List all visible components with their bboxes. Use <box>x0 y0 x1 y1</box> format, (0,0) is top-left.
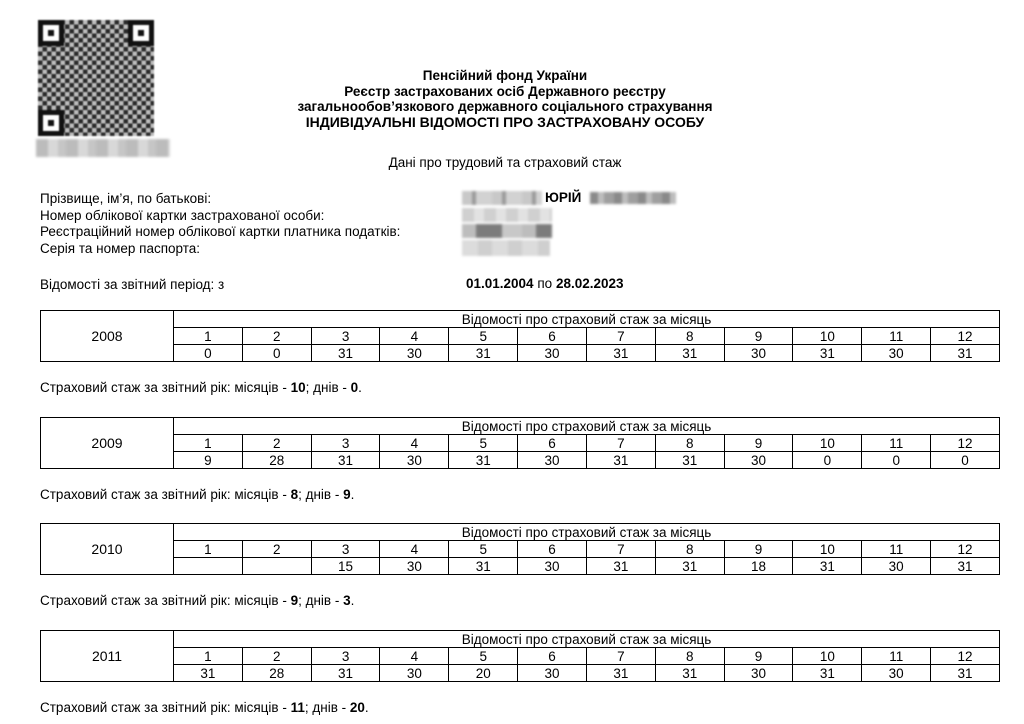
summary-days-total: 3 <box>343 593 351 608</box>
month-header: 4 <box>380 541 449 558</box>
month-days-value: 31 <box>586 452 655 469</box>
month-days-value: 31 <box>311 345 380 362</box>
month-header: 6 <box>518 328 587 345</box>
document-header <box>180 68 830 130</box>
month-days-value: 0 <box>862 452 931 469</box>
person-info-labels <box>40 191 400 257</box>
month-days-value: 31 <box>793 665 862 682</box>
month-days-value: 28 <box>242 452 311 469</box>
passport-label: Серія та номер паспорта: <box>40 240 201 256</box>
month-header: 7 <box>586 435 655 452</box>
year-table-2010 <box>40 523 1000 575</box>
month-days-value: 28 <box>242 665 311 682</box>
month-days-value: 31 <box>311 665 380 682</box>
summary-days-word: ; днів - <box>298 487 344 502</box>
summary-end: . <box>364 700 369 715</box>
month-header: 10 <box>793 435 862 452</box>
month-days-value: 18 <box>724 558 793 575</box>
first-name-value: ЮРІЙ <box>545 190 582 205</box>
year-cell: 2008 <box>41 311 174 362</box>
qr-code <box>38 20 154 136</box>
month-days-value: 0 <box>174 345 243 362</box>
summary-end: . <box>350 487 355 502</box>
month-days-value: 30 <box>380 345 449 362</box>
month-header: 12 <box>931 435 1000 452</box>
year-summary-2010 <box>40 593 354 608</box>
summary-prefix: Страховий стаж за звітний рік: місяців - <box>40 700 291 715</box>
period-to-word: по <box>537 276 553 291</box>
month-days-value: 0 <box>931 452 1000 469</box>
month-header: 1 <box>174 328 243 345</box>
summary-days-total: 20 <box>349 700 365 715</box>
summary-days-total: 0 <box>350 380 359 395</box>
month-days-value: 30 <box>518 345 587 362</box>
month-header: 5 <box>449 328 518 345</box>
table-caption: Відомості про страховий стаж за місяць <box>174 631 1000 648</box>
month-days-value: 30 <box>380 452 449 469</box>
summary-days-word: ; днів - <box>305 380 351 395</box>
month-header: 4 <box>380 328 449 345</box>
month-days-value: 30 <box>862 665 931 682</box>
month-header: 10 <box>793 541 862 558</box>
summary-end: . <box>358 380 362 395</box>
month-days-value: 31 <box>655 665 724 682</box>
month-days-value: 31 <box>449 558 518 575</box>
month-days-value: 30 <box>724 665 793 682</box>
year-summary-2009 <box>40 487 354 502</box>
month-days-value: 31 <box>586 345 655 362</box>
header-line-1: Пенсійний фонд України <box>422 68 588 83</box>
month-days-value: 30 <box>724 345 793 362</box>
month-days-value: 30 <box>862 345 931 362</box>
month-header: 8 <box>655 435 724 452</box>
month-header: 9 <box>724 541 793 558</box>
document-title: ІНДИВІДУАЛЬНІ ВІДОМОСТІ ПРО ЗАСТРАХОВАНУ ОСОБУ <box>305 113 705 130</box>
name-label: Прізвище, ім’я, по батькові: <box>40 191 212 206</box>
month-header: 11 <box>862 328 931 345</box>
month-days-value: 30 <box>380 558 449 575</box>
month-header: 10 <box>793 648 862 665</box>
month-days-value <box>242 558 311 575</box>
month-header: 11 <box>862 435 931 452</box>
month-header: 4 <box>380 648 449 665</box>
month-header: 8 <box>655 648 724 665</box>
table-caption: Відомості про страховий стаж за місяць <box>174 311 1000 328</box>
month-header: 2 <box>242 541 311 558</box>
month-header: 4 <box>380 435 449 452</box>
month-days-value: 31 <box>931 665 1000 682</box>
month-days-value: 30 <box>518 558 587 575</box>
month-header: 12 <box>931 541 1000 558</box>
period-label: Відомості за звітний період: з <box>40 277 225 292</box>
table-caption: Відомості про страховий стаж за місяць <box>174 418 1000 435</box>
month-header: 3 <box>311 435 380 452</box>
month-header: 11 <box>862 541 931 558</box>
document-subtitle: Дані про трудовий та страховий стаж <box>388 155 622 170</box>
month-header: 7 <box>586 328 655 345</box>
month-header: 5 <box>449 435 518 452</box>
patronymic-redacted <box>590 192 676 204</box>
month-header: 11 <box>862 648 931 665</box>
year-cell: 2010 <box>41 524 174 575</box>
month-header: 9 <box>724 648 793 665</box>
summary-days-word: ; днів - <box>298 593 344 608</box>
month-header: 2 <box>242 328 311 345</box>
table-caption: Відомості про страховий стаж за місяць <box>174 524 1000 541</box>
summary-days-total: 9 <box>343 487 351 502</box>
month-days-value: 30 <box>724 452 793 469</box>
summary-end: . <box>350 593 355 608</box>
month-header: 7 <box>586 648 655 665</box>
month-days-value: 15 <box>311 558 380 575</box>
summary-months-total: 11 <box>290 700 305 715</box>
year-cell: 2009 <box>41 418 174 469</box>
month-header: 10 <box>793 328 862 345</box>
card-number-redacted <box>462 208 552 222</box>
month-days-value: 31 <box>655 452 724 469</box>
month-header: 3 <box>311 541 380 558</box>
year-table-2008 <box>40 310 1000 362</box>
month-days-value: 31 <box>586 558 655 575</box>
month-header: 1 <box>174 648 243 665</box>
surname-redacted <box>462 191 542 205</box>
passport-redacted <box>462 240 550 256</box>
header-line-3: загальнообов’язкового державного соціального страхування <box>297 99 713 114</box>
tax-number-redacted <box>462 224 552 238</box>
month-days-value: 31 <box>311 452 380 469</box>
card-number-label: Номер облікової картки застрахованої особи: <box>40 207 325 223</box>
month-days-value: 30 <box>862 558 931 575</box>
month-days-value <box>174 558 243 575</box>
month-header: 5 <box>449 541 518 558</box>
summary-days-word: ; днів - <box>304 700 350 715</box>
month-days-value: 31 <box>449 345 518 362</box>
month-days-value: 31 <box>931 345 1000 362</box>
month-header: 3 <box>311 328 380 345</box>
month-header: 2 <box>242 435 311 452</box>
month-header: 6 <box>518 648 587 665</box>
month-days-value: 31 <box>655 558 724 575</box>
summary-prefix: Страховий стаж за звітний рік: місяців - <box>40 593 291 608</box>
month-header: 8 <box>655 541 724 558</box>
month-days-value: 31 <box>931 558 1000 575</box>
month-header: 9 <box>724 435 793 452</box>
period-value <box>466 276 624 291</box>
summary-months-total: 10 <box>290 380 306 395</box>
year-cell: 2011 <box>41 631 174 682</box>
month-days-value: 30 <box>518 452 587 469</box>
month-days-value: 31 <box>793 345 862 362</box>
month-days-value: 31 <box>174 665 243 682</box>
month-days-value: 20 <box>449 665 518 682</box>
period-to: 28.02.2023 <box>555 276 624 291</box>
month-header: 1 <box>174 435 243 452</box>
month-header: 12 <box>931 328 1000 345</box>
month-header: 5 <box>449 648 518 665</box>
tax-number-label: Реєстраційний номер облікової картки платника податків: <box>40 224 401 239</box>
month-header: 3 <box>311 648 380 665</box>
month-header: 1 <box>174 541 243 558</box>
month-header: 9 <box>724 328 793 345</box>
year-summary-2008 <box>40 380 362 395</box>
month-days-value: 31 <box>586 665 655 682</box>
header-line-2: Реєстр застрахованих осіб Державного реєстру <box>344 83 666 99</box>
month-days-value: 30 <box>518 665 587 682</box>
month-days-value: 0 <box>793 452 862 469</box>
year-summary-2011 <box>40 700 369 715</box>
month-days-value: 0 <box>242 345 311 362</box>
month-days-value: 30 <box>380 665 449 682</box>
period-from: 01.01.2004 <box>466 276 534 291</box>
summary-prefix: Страховий стаж за звітний рік: місяців - <box>40 380 291 395</box>
month-header: 8 <box>655 328 724 345</box>
month-header: 2 <box>242 648 311 665</box>
summary-months-total: 8 <box>290 487 299 502</box>
qr-caption-redacted <box>36 139 170 157</box>
summary-months-total: 9 <box>290 593 299 608</box>
month-days-value: 31 <box>793 558 862 575</box>
month-header: 7 <box>586 541 655 558</box>
year-table-2009 <box>40 417 1000 469</box>
month-header: 12 <box>931 648 1000 665</box>
summary-prefix: Страховий стаж за звітний рік: місяців - <box>40 487 291 502</box>
month-header: 6 <box>518 541 587 558</box>
month-days-value: 31 <box>655 345 724 362</box>
year-table-2011 <box>40 630 1000 682</box>
month-days-value: 31 <box>449 452 518 469</box>
month-days-value: 9 <box>174 452 243 469</box>
month-header: 6 <box>518 435 587 452</box>
